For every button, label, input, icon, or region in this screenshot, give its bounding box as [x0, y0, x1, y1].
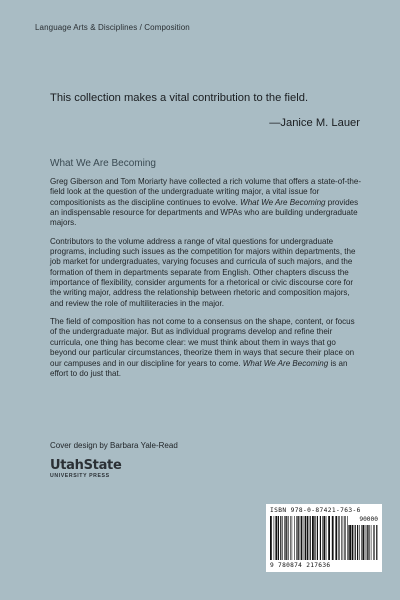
barcode-stripe — [352, 525, 354, 560]
barcode-stripe — [292, 516, 293, 560]
price-code: 90000 — [359, 516, 378, 523]
barcode-stripe — [349, 525, 351, 560]
barcode-stripe — [312, 516, 314, 560]
category-label: Language Arts & Disciplines / Composition — [35, 23, 190, 32]
barcode-bars — [270, 516, 348, 560]
barcode-stripe — [355, 525, 356, 560]
barcode-stripe — [373, 525, 374, 560]
barcode-stripe — [341, 516, 342, 560]
description-paragraph-3: The field of composition has not come to a consensus on the shape, content, or focus of the undergraduate major. But as individual programs develop and refine their curricula, one thing has become clear: we must think about them in ways that go beyond our particular circumstances, theorize them in ways that secure their place on our campuses and in our discipline for years to come. What We Are Becoming is an effort to do just that. — [50, 317, 355, 378]
blurb-attribution: —Janice M. Lauer — [269, 117, 360, 129]
barcode-stripe — [367, 525, 368, 560]
barcode-stripe — [296, 516, 297, 560]
barcode-stripe — [284, 516, 285, 560]
barcode-stripe — [278, 516, 279, 560]
barcode-stripe — [270, 516, 272, 560]
barcode-stripe — [326, 516, 327, 560]
barcode — [266, 504, 382, 572]
barcode-stripe — [320, 516, 321, 560]
barcode-stripe — [328, 516, 330, 560]
barcode-stripe — [294, 516, 295, 560]
barcode-stripe — [362, 525, 364, 560]
barcode-stripe — [332, 516, 334, 560]
barcode-stripe — [322, 516, 323, 560]
price-barcode-bars — [348, 525, 378, 560]
barcode-stripe — [344, 516, 345, 560]
publisher-logo-main: UtahState — [50, 458, 122, 473]
isbn-text: ISBN 978-0-87421-763-6 — [270, 507, 361, 514]
barcode-stripe — [288, 516, 289, 560]
publisher-logo-sub: UNIVERSITY PRESS — [50, 473, 110, 479]
barcode-stripe — [290, 516, 291, 560]
barcode-stripe — [298, 516, 299, 560]
barcode-stripe — [348, 525, 349, 560]
barcode-stripe — [305, 516, 306, 560]
book-title: What We Are Becoming — [50, 158, 156, 169]
barcode-stripe — [275, 516, 277, 560]
cover-credit: Cover design by Barbara Yale-Read — [50, 441, 178, 450]
barcode-stripe — [304, 516, 305, 560]
description-paragraph-1: Greg Giberson and Tom Moriarty have collected a rich volume that offers a state-of-the-field look at the question of the undergraduate writing major, a vital issue for compositionists as the discipline continues to evolve. What We Are Becoming provides an indispensable resource for departments and WPAs who are building undergraduate majors. — [50, 177, 361, 228]
barcode-stripe — [368, 525, 369, 560]
barcode-stripe — [286, 516, 287, 560]
barcode-stripe — [335, 516, 337, 560]
description — [50, 177, 362, 387]
barcode-stripe — [314, 516, 315, 560]
book-title-italic: What We Are Becoming — [240, 197, 326, 207]
barcode-stripe — [376, 525, 377, 560]
barcode-stripe — [359, 525, 360, 560]
blurb-quote: This collection makes a vital contribution to the field. — [50, 92, 309, 104]
barcode-number: 9 780874 217636 — [270, 562, 331, 569]
barcode-stripe — [365, 525, 366, 560]
barcode-stripe — [361, 525, 362, 560]
barcode-stripe — [282, 516, 283, 560]
book-title-italic: What We Are Becoming — [242, 358, 329, 368]
barcode-stripe — [374, 525, 375, 560]
barcode-stripe — [371, 525, 372, 560]
barcode-stripe — [280, 516, 281, 560]
barcode-stripe — [357, 525, 358, 560]
barcode-stripe — [343, 516, 344, 560]
barcode-stripe — [274, 516, 275, 560]
barcode-stripe — [323, 516, 325, 560]
publisher-logo — [50, 459, 121, 479]
barcode-stripe — [307, 516, 309, 560]
description-paragraph-2: Contributors to the volume address a range of vital questions for undergraduate programs, including such issues as the competition for majors within departments, the job market for undergraduates, varying focuses and curricula of such majors, and the formation of them in departments separate from English. Other chapters discuss the importance of flexibility, consider arguments for a rhetorical or civic discourse core for the writing major, address the relationship between rhetoric and composition majors, and review the role of multiliteracies in the major. — [50, 236, 356, 308]
barcode-stripe — [310, 516, 311, 560]
barcode-stripe — [317, 516, 318, 560]
barcode-stripe — [338, 516, 339, 560]
barcode-stripe — [301, 516, 303, 560]
